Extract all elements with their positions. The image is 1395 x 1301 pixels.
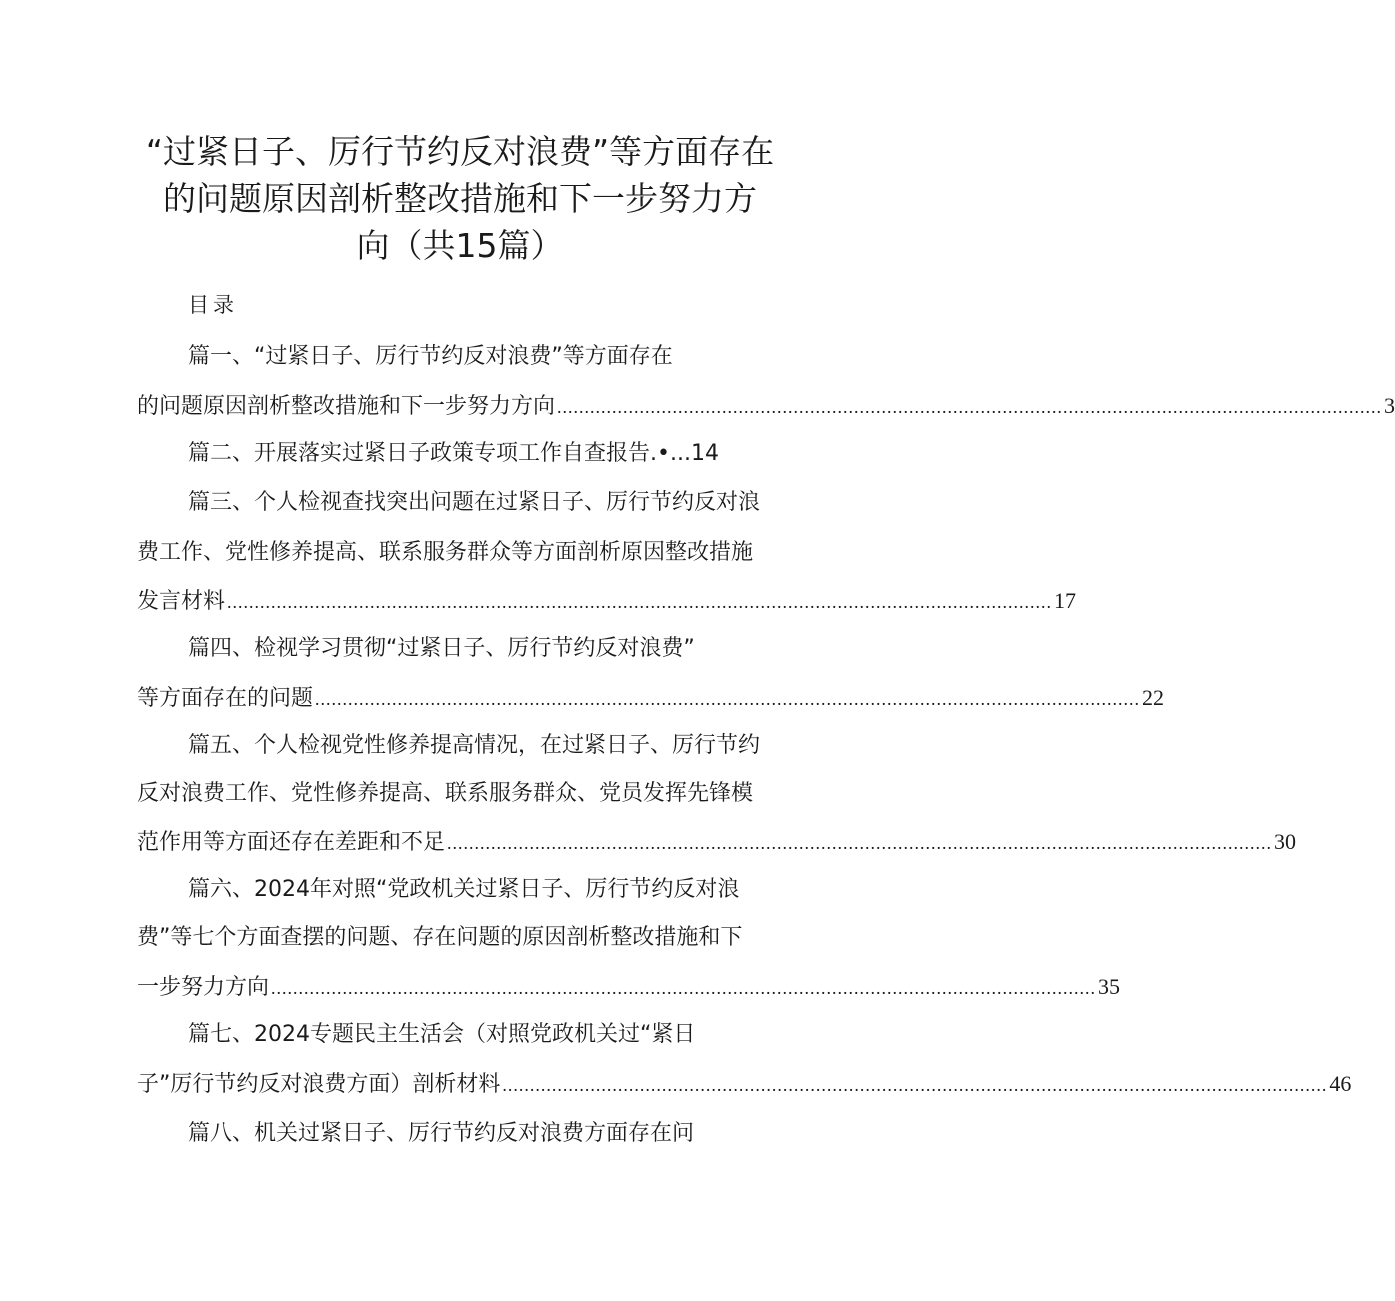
title-line-1: “过紧日子、厉行节约反对浪费”等方面存在	[145, 132, 775, 171]
toc-entry-7-line-2[interactable]	[137, 1068, 1352, 1101]
toc-page-number: 35	[1098, 974, 1121, 999]
toc-page-number: 17	[1054, 588, 1077, 613]
toc-entry-text: 的问题原因剖析整改措施和下一步努力方向	[137, 394, 556, 419]
document-title	[120, 128, 800, 269]
dot-leader: ......................................................................................................................................................	[315, 689, 1141, 709]
toc-page-number: 3	[1384, 393, 1395, 418]
dot-leader: ......................................................................................................................................................	[227, 592, 1053, 612]
dot-leader: ......................................................................................................................................................	[271, 978, 1097, 998]
toc-entry-text: 等方面存在的问题	[137, 686, 314, 711]
toc-entry-2-line-1[interactable]: 篇二、开展落实过紧日子政策专项工作自查报告.•...14	[188, 441, 719, 466]
toc-entry-6-line-2: 费”等七个方面查摆的问题、存在问题的原因剖析整改措施和下	[137, 925, 743, 950]
toc-entry-text: 发言材料	[137, 589, 226, 614]
title-line-2: 的问题原因剖析整改措施和下一步努力方	[163, 179, 757, 218]
toc-entry-text: 一步努力方向	[137, 975, 270, 1000]
toc-entry-6-line-1: 篇六、2024年对照“党政机关过紧日子、厉行节约反对浪	[188, 877, 740, 902]
toc-entry-5-line-2: 反对浪费工作、党性修养提高、联系服务群众、党员发挥先锋模	[137, 781, 754, 806]
toc-page-number: 22	[1142, 685, 1165, 710]
toc-entry-3-line-2: 费工作、党性修养提高、联系服务群众等方面剖析原因整改措施	[137, 540, 754, 565]
toc-entry-7-line-1: 篇七、2024专题民主生活会（对照党政机关过“紧日	[188, 1022, 696, 1047]
dot-leader: ......................................................................................................................................................	[502, 1075, 1328, 1095]
toc-entry-6-line-3[interactable]	[137, 971, 1121, 1004]
toc-entry-1-line-2[interactable]	[137, 390, 1395, 423]
toc-page-number: 30	[1274, 829, 1297, 854]
toc-entry-3-line-1: 篇三、个人检视查找突出问题在过紧日子、厉行节约反对浪	[188, 490, 761, 515]
dot-leader: ......................................................................................................................................................	[557, 397, 1383, 417]
toc-entry-1-line-1: 篇一、“过紧日子、厉行节约反对浪费”等方面存在	[188, 344, 673, 369]
toc-entry-5-line-3[interactable]	[137, 826, 1297, 859]
toc-entry-3-line-3[interactable]	[137, 585, 1077, 618]
toc-entry-5-line-1: 篇五、个人检视党性修养提高情况，在过紧日子、厉行节约	[188, 733, 761, 758]
title-line-3: 向（共15篇）	[356, 226, 564, 265]
toc-heading: 目录	[188, 293, 238, 317]
toc-page-number: 46	[1329, 1071, 1352, 1096]
toc-entry-4-line-2[interactable]	[137, 682, 1165, 715]
dot-leader: ......................................................................................................................................................	[447, 833, 1273, 853]
toc-entry-text: 子”厉行节约反对浪费方面）剖析材料	[137, 1072, 501, 1097]
toc-entry-8-line-1: 篇八、机关过紧日子、厉行节约反对浪费方面存在问	[188, 1121, 695, 1146]
toc-entry-text: 范作用等方面还存在差距和不足	[137, 830, 446, 855]
toc-entry-4-line-1: 篇四、检视学习贯彻“过紧日子、厉行节约反对浪费”	[188, 636, 695, 661]
